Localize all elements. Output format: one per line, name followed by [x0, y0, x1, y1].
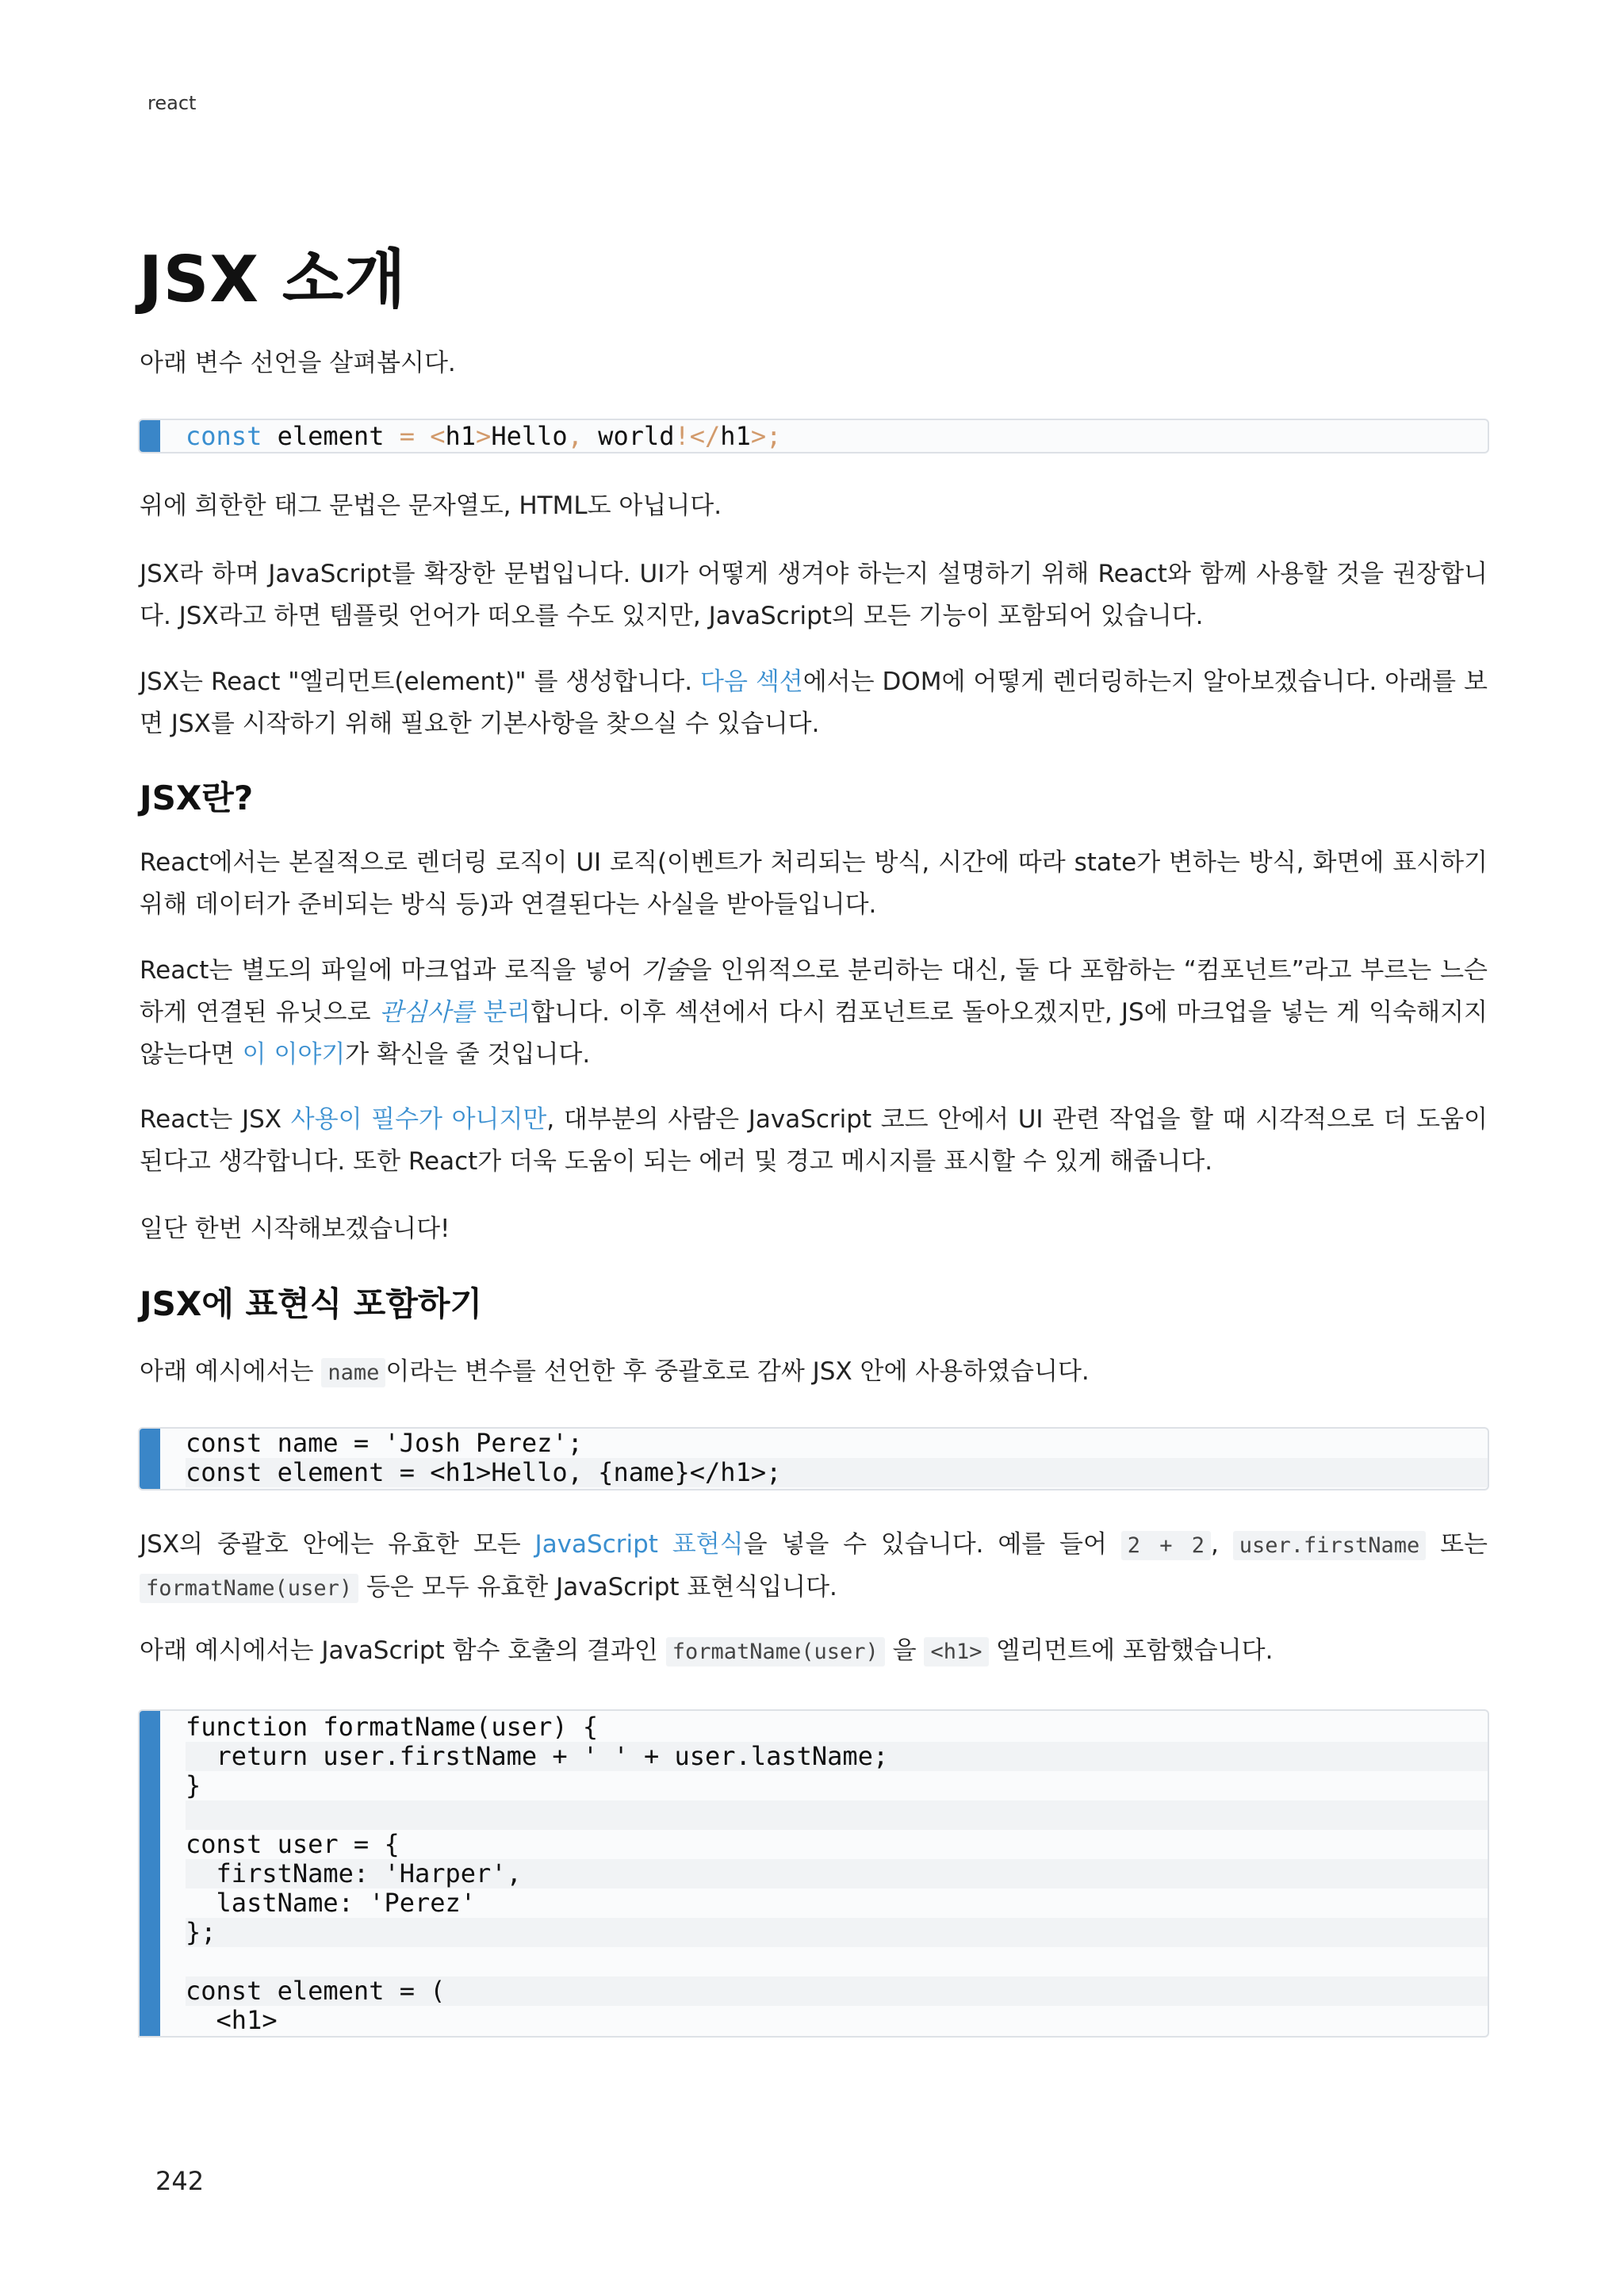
code-operator: ; — [766, 421, 782, 451]
running-head: react — [147, 92, 197, 114]
code-operator: , — [567, 421, 583, 451]
text-run: 엘리먼트에 포함했습니다. — [988, 1636, 1274, 1665]
code-block-accent-bar — [140, 420, 160, 452]
text-run: 아래 예시에서는 — [140, 1357, 322, 1386]
paragraph-not-string-or-html: 위에 희한한 태그 문법은 문자열도, HTML도 아닙니다. — [140, 492, 722, 520]
link-this-talk[interactable]: 이 이야기 — [242, 1040, 346, 1069]
code-line: }; — [186, 1918, 1488, 1947]
intro-paragraph: 아래 변수 선언을 살펴봅시다. — [140, 349, 456, 377]
code-block-formatname-example — [138, 1709, 1489, 2038]
code-operator: < — [430, 421, 446, 451]
code-line: <h1> — [186, 2005, 278, 2035]
paragraph-jsx-not-required — [140, 1099, 1488, 1183]
inline-code-two-plus-two: 2 + 2 — [1121, 1531, 1211, 1560]
code-operator: > — [476, 421, 492, 451]
link-javascript-expression[interactable]: JavaScript 표현식 — [534, 1530, 744, 1559]
inline-code-h1-tag: <h1> — [924, 1637, 988, 1667]
code-block-accent-bar — [140, 1711, 160, 2036]
text-run: 을 — [884, 1636, 925, 1665]
page-number: 242 — [155, 2166, 205, 2196]
text-run: 아래 예시에서는 JavaScript 함수 호출의 결과인 — [140, 1636, 666, 1665]
text-run: React는 JSX — [140, 1105, 291, 1134]
code-lines — [186, 1429, 1488, 1489]
emphasis-technologies: 기술 — [640, 956, 688, 985]
text-run: React는 별도의 파일에 마크업과 로직을 넣어 — [140, 956, 641, 985]
code-text: Hello — [491, 421, 568, 451]
code-line: const name = 'Josh Perez'; — [186, 1428, 583, 1458]
link-not-required[interactable]: 사용이 필수가 아니지만 — [290, 1105, 547, 1134]
text-run: JSX의 중괄호 안에는 유효한 모든 — [140, 1530, 535, 1559]
code-operator: > — [750, 421, 767, 451]
text-run: 등은 모두 유효한 JavaScript 표현식입니다. — [358, 1573, 837, 1601]
code-operator: </ — [689, 421, 721, 451]
link-text: 분리 — [474, 998, 531, 1027]
code-line — [186, 1800, 1488, 1830]
text-run: , — [1211, 1530, 1233, 1559]
page-title: JSX 소개 — [139, 243, 407, 316]
code-line: firstName: 'Harper', — [186, 1859, 1488, 1888]
code-keyword: const — [186, 421, 262, 451]
code-lines — [186, 1712, 1488, 2036]
paragraph-formatname-result — [140, 1630, 1488, 1673]
code-line: } — [186, 1770, 201, 1800]
code-text: element — [262, 421, 400, 451]
text-run: JSX는 React "엘리먼트(element)" 를 생성합니다. — [140, 668, 700, 696]
code-line: const user = { — [186, 1829, 400, 1859]
inline-code-formatname: formatName(user) — [140, 1574, 358, 1603]
code-text: world — [582, 421, 675, 451]
section-heading-embedding-expressions: JSX에 표현식 포함하기 — [140, 1284, 483, 1323]
text-run: 또는 — [1426, 1530, 1488, 1559]
inline-code-user-firstname: user.firstName — [1233, 1531, 1427, 1560]
code-block-accent-bar — [140, 1429, 160, 1489]
code-text — [415, 421, 430, 451]
section-heading-what-is-jsx: JSX란? — [140, 779, 254, 817]
paragraph-rendering-logic: React에서는 본질적으로 렌더링 로직이 UI 로직(이벤트가 처리되는 방식, 시간에 따라 state가 변하는 방식, 화면에 표시하기 위해 데이터가 준비되는 방식 등)과 연결된다는 사실을 받아들입니다. — [140, 848, 1488, 919]
paragraph-jsx-definition: JSX라 하며 JavaScript를 확장한 문법입니다. UI가 어떻게 생겨야 하는지 설명하기 위해 React와 함께 사용할 것을 권장합니다. JSX라고 하면 템플릿 언어가 떠오를 수도 있지만, JavaScript의 모든 기능이 포함되어 있습니다. — [140, 560, 1488, 630]
text-run: 을 인위적으로 분리하는 대신, 둘 다 포함하는 “컴포넌트”라고 부르는 느슨하게 연결된 유닛으로 — [140, 956, 1488, 1027]
code-block-name-example — [138, 1427, 1489, 1490]
code-line: function formatName(user) { — [186, 1712, 599, 1742]
text-run: , 대부분의 사람은 JavaScript 코드 안에서 UI 관련 작업을 할 때 시각적으로 더 도움이 된다고 생각합니다. 또한 React가 더욱 도움이 되는 에러 및 경고 메시지를 표시할 수 있게 해줍니다. — [140, 1105, 1488, 1176]
text-run: 에서는 DOM에 어떻게 렌더링하는지 알아보겠습니다. 아래를 보면 JSX를 시작하기 위해 필요한 기본사항을 찾으실 수 있습니다. — [140, 668, 1488, 738]
code-line: return user.firstName + ' ' + user.lastName; — [186, 1742, 1488, 1771]
text-run: 이라는 변수를 선언한 후 중괄호로 감싸 JSX 안에 사용하였습니다. — [385, 1357, 1090, 1386]
code-line: const element = ( — [186, 1976, 1488, 2006]
paragraph-valid-expressions — [140, 1524, 1488, 1609]
paragraph-get-started: 일단 한번 시작해보겠습니다! — [140, 1215, 450, 1243]
text-run: 합니다. 이후 섹션에서 다시 컴포넌트로 돌아오겠지만, JS에 마크업을 넣는 게 익숙해지지 않는다면 — [140, 998, 1488, 1069]
link-text: 관심사를 — [379, 998, 475, 1027]
inline-code-formatname-user: formatName(user) — [666, 1637, 885, 1667]
paragraph-separation-of-concerns — [140, 950, 1488, 1076]
code-lines — [186, 420, 1488, 452]
code-line: lastName: 'Perez' — [186, 1888, 477, 1918]
text-run: 을 넣을 수 있습니다. 예를 들어 — [743, 1530, 1121, 1559]
code-tag: h1 — [720, 421, 751, 451]
paragraph-jsx-elements — [140, 661, 1488, 745]
inline-code-name: name — [321, 1358, 385, 1387]
code-operator: = — [399, 421, 415, 451]
code-block-element-declaration — [138, 419, 1489, 453]
link-separation-of-concerns[interactable] — [380, 998, 531, 1027]
code-line: const element = <h1>Hello, {name}</h1>; — [186, 1458, 1488, 1487]
text-run: 가 확신을 줄 것입니다. — [345, 1040, 591, 1069]
code-tag: h1 — [445, 421, 477, 451]
paragraph-name-variable — [140, 1351, 1488, 1394]
code-operator: ! — [674, 421, 690, 451]
code-line — [186, 420, 1488, 452]
code-line — [186, 1947, 1488, 1976]
link-next-section[interactable]: 다음 섹션 — [700, 668, 803, 696]
